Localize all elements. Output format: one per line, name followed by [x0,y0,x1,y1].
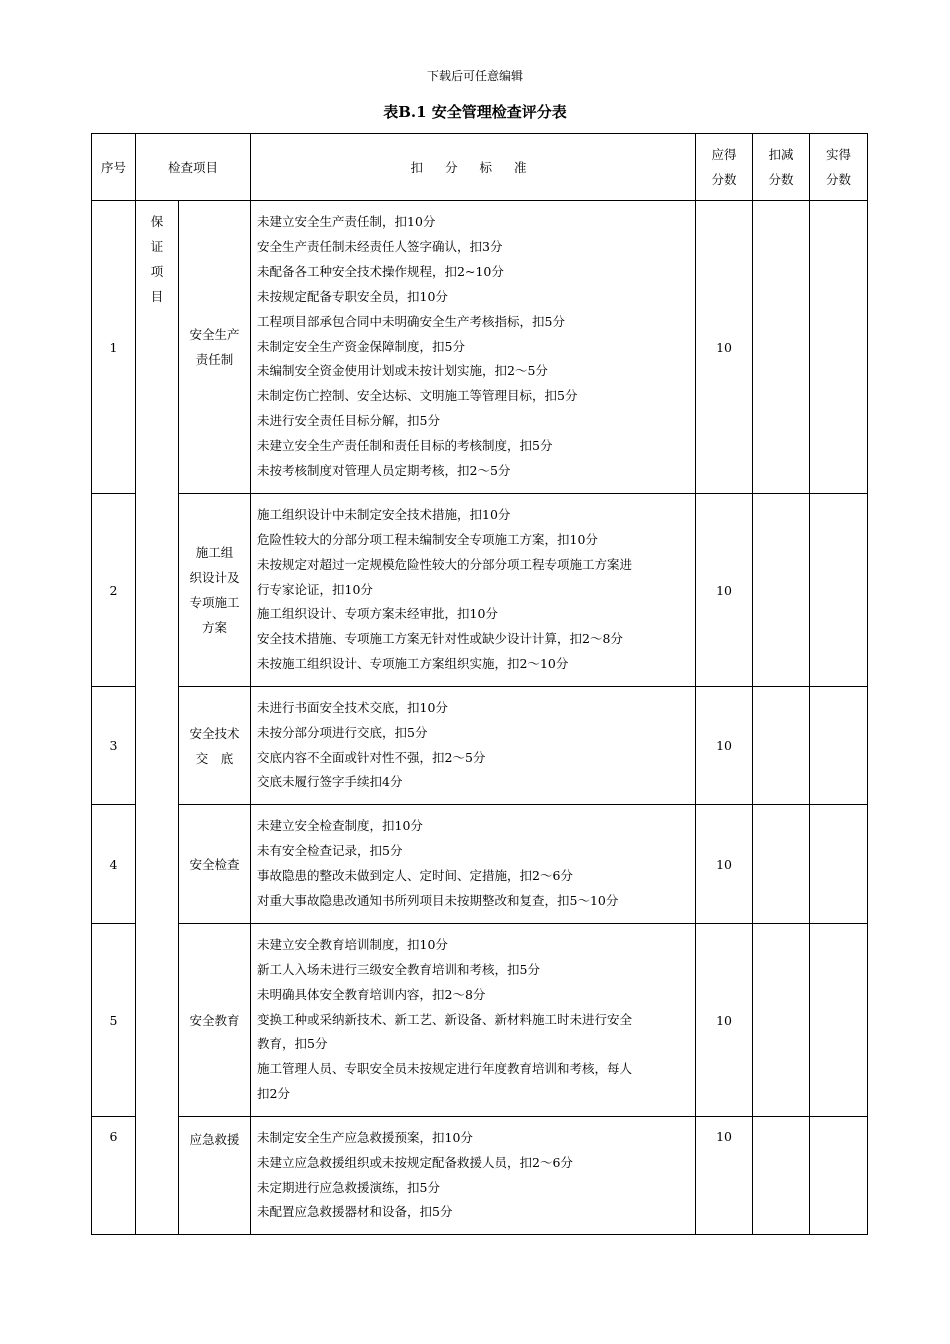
header-item: 检查项目 [136,134,251,201]
check-item [179,924,251,1117]
criteria-line: 新工人入场未进行三级安全教育培训和考核，扣5分 [257,961,540,977]
category-guarantee-items [136,201,179,1235]
table-row [92,494,868,687]
row-num: 6 [92,1117,136,1235]
criteria-line: 未按分部分项进行交底，扣5分 [257,724,428,740]
check-item-line: 专项施工 [189,595,240,610]
check-item-line: 织设计及 [189,570,240,585]
criteria-line: 安全技术措施、专项施工方案无针对性或缺少设计计算，扣2～8分 [257,631,623,647]
criteria-line: 未建立安全教育培训制度，扣10分 [257,936,448,952]
category-char: 保 [150,214,164,229]
actual-score-cell[interactable] [810,687,868,805]
table-row [92,805,868,924]
criteria-line: 未配备各工种安全技术操作规程，扣2~10分 [257,263,504,279]
criteria-line: 未定期进行应急救援演练，扣5分 [257,1179,440,1195]
criteria-line: 事故隐患的整改未做到定人、定时间、定措施，扣2～6分 [257,868,573,883]
deduct-score-cell[interactable] [753,687,810,805]
check-item-line: 责任制 [195,352,234,367]
table-row [92,201,868,494]
check-item-line: 交 底 [195,750,234,766]
check-item [179,1117,251,1235]
criteria-cell [251,494,696,687]
criteria-line: 未按施工组织设计、专项施工方案组织实施，扣2～10分 [257,656,569,672]
criteria-cell [251,201,696,494]
criteria-line: 未配置应急救援器材和设备，扣5分 [257,1204,453,1220]
check-item-line: 应急救援 [189,1132,240,1147]
criteria-line: 未建立安全生产责任制和责任目标的考核制度，扣5分 [257,438,553,454]
criteria-line: 未进行书面安全技术交底，扣10分 [257,699,448,715]
check-item [179,494,251,687]
header-criteria-text: 扣 分 标 准 [410,159,536,175]
deduct-score-cell[interactable] [753,1117,810,1235]
criteria-line: 交底未履行签字手续扣4分 [257,774,403,790]
criteria-cell [251,924,696,1117]
criteria-line: 施工组织设计、专项方案未经审批，扣10分 [257,606,498,622]
should-score: 10 [696,494,753,687]
row-num: 2 [92,494,136,687]
header-actual-line1: 实得 [826,147,852,162]
table-row [92,1117,868,1235]
criteria-line: 危险性较大的分部分项工程未编制安全专项施工方案，扣10分 [257,531,598,547]
criteria-line: 未明确具体安全教育培训内容，扣2～8分 [257,986,486,1002]
table-row [92,687,868,805]
criteria-line: 交底内容不全面或针对性不强，扣2～5分 [257,749,486,765]
header-should-line1: 应得 [711,147,737,162]
header-num: 序号 [92,134,136,201]
actual-score-cell[interactable] [810,494,868,687]
check-item-line: 安全技术 [189,725,240,741]
should-score: 10 [696,687,753,805]
criteria-line: 工程项目部承包合同中未明确安全生产考核指标，扣5分 [257,313,565,329]
category-char: 目 [150,289,164,304]
criteria-cell [251,687,696,805]
should-score: 10 [696,1117,753,1235]
check-item-line: 方案 [202,620,228,635]
actual-score-cell[interactable] [810,805,868,924]
row-num: 1 [92,201,136,494]
check-item-line: 安全教育 [189,1012,240,1028]
criteria-line: 未有安全检查记录，扣5分 [257,843,403,859]
criteria-line: 未制定安全生产应急救援预案，扣10分 [257,1129,473,1145]
header-actual-score [810,134,868,201]
header-actual-line2: 分数 [826,172,852,187]
criteria-line: 扣2分 [257,1086,290,1102]
should-score: 10 [696,201,753,494]
criteria-cell [251,805,696,924]
deduct-score-cell[interactable] [753,805,810,924]
header-should-score [696,134,753,201]
criteria-line: 未按规定对超过一定规模危险性较大的分部分项工程专项施工方案进 [257,556,633,572]
criteria-line: 未编制安全资金使用计划或未按计划实施，扣2～5分 [257,363,548,379]
deduct-score-cell[interactable] [753,924,810,1117]
header-deduct-score [753,134,810,201]
category-char: 项 [150,264,164,279]
criteria-line: 施工组织设计中未制定安全技术措施，扣10分 [257,506,511,522]
header-criteria [251,134,696,201]
actual-score-cell[interactable] [810,201,868,494]
category-char: 证 [150,239,164,254]
header-should-line2: 分数 [711,172,737,187]
header-row [92,134,868,201]
check-item-line: 安全生产 [189,327,240,342]
header-deduct-line1: 扣减 [768,147,794,162]
criteria-line: 未制定伤亡控制、安全达标、文明施工等管理目标，扣5分 [257,388,578,404]
criteria-line: 施工管理人员、专职安全员未按规定进行年度教育培训和考核，每人 [257,1061,633,1077]
criteria-line: 未进行安全责任目标分解，扣5分 [257,413,440,429]
row-num: 3 [92,687,136,805]
header-deduct-line2: 分数 [768,172,794,187]
criteria-line: 安全生产责任制未经责任人签字确认，扣3分 [257,238,503,254]
deduct-score-cell[interactable] [753,494,810,687]
criteria-cell [251,1117,696,1235]
table-title: 表B.1 安全管理检查评分表 [383,103,567,121]
criteria-line: 未按考核制度对管理人员定期考核，扣2～5分 [257,463,511,479]
table-row [92,924,868,1117]
criteria-line: 教育，扣5分 [257,1036,328,1052]
criteria-line: 未按规定配备专职安全员，扣10分 [257,288,448,304]
check-item [179,805,251,924]
check-item-line: 安全检查 [189,856,240,872]
actual-score-cell[interactable] [810,1117,868,1235]
row-num: 4 [92,805,136,924]
row-num: 5 [92,924,136,1117]
criteria-line: 未建立安全生产责任制，扣10分 [257,214,436,230]
safety-management-score-table [91,133,868,1235]
criteria-line: 变换工种或采纳新技术、新工艺、新设备、新材料施工时未进行安全 [257,1011,633,1027]
should-score: 10 [696,805,753,924]
criteria-line: 未建立安全检查制度，扣10分 [257,818,423,834]
check-item-line: 施工组 [195,545,234,560]
check-item [179,687,251,805]
criteria-line: 未制定安全生产资金保障制度，扣5分 [257,338,465,354]
criteria-line: 未建立应急救援组织或未按规定配备救援人员，扣2～6分 [257,1154,573,1170]
criteria-line: 行专家论证，扣10分 [257,581,373,597]
should-score: 10 [696,924,753,1117]
actual-score-cell[interactable] [810,924,868,1117]
criteria-line: 对重大事故隐患改通知书所列项目未按期整改和复查，扣5～10分 [257,892,619,908]
check-item [179,201,251,494]
top-note: 下载后可任意编辑 [426,69,523,83]
deduct-score-cell[interactable] [753,201,810,494]
